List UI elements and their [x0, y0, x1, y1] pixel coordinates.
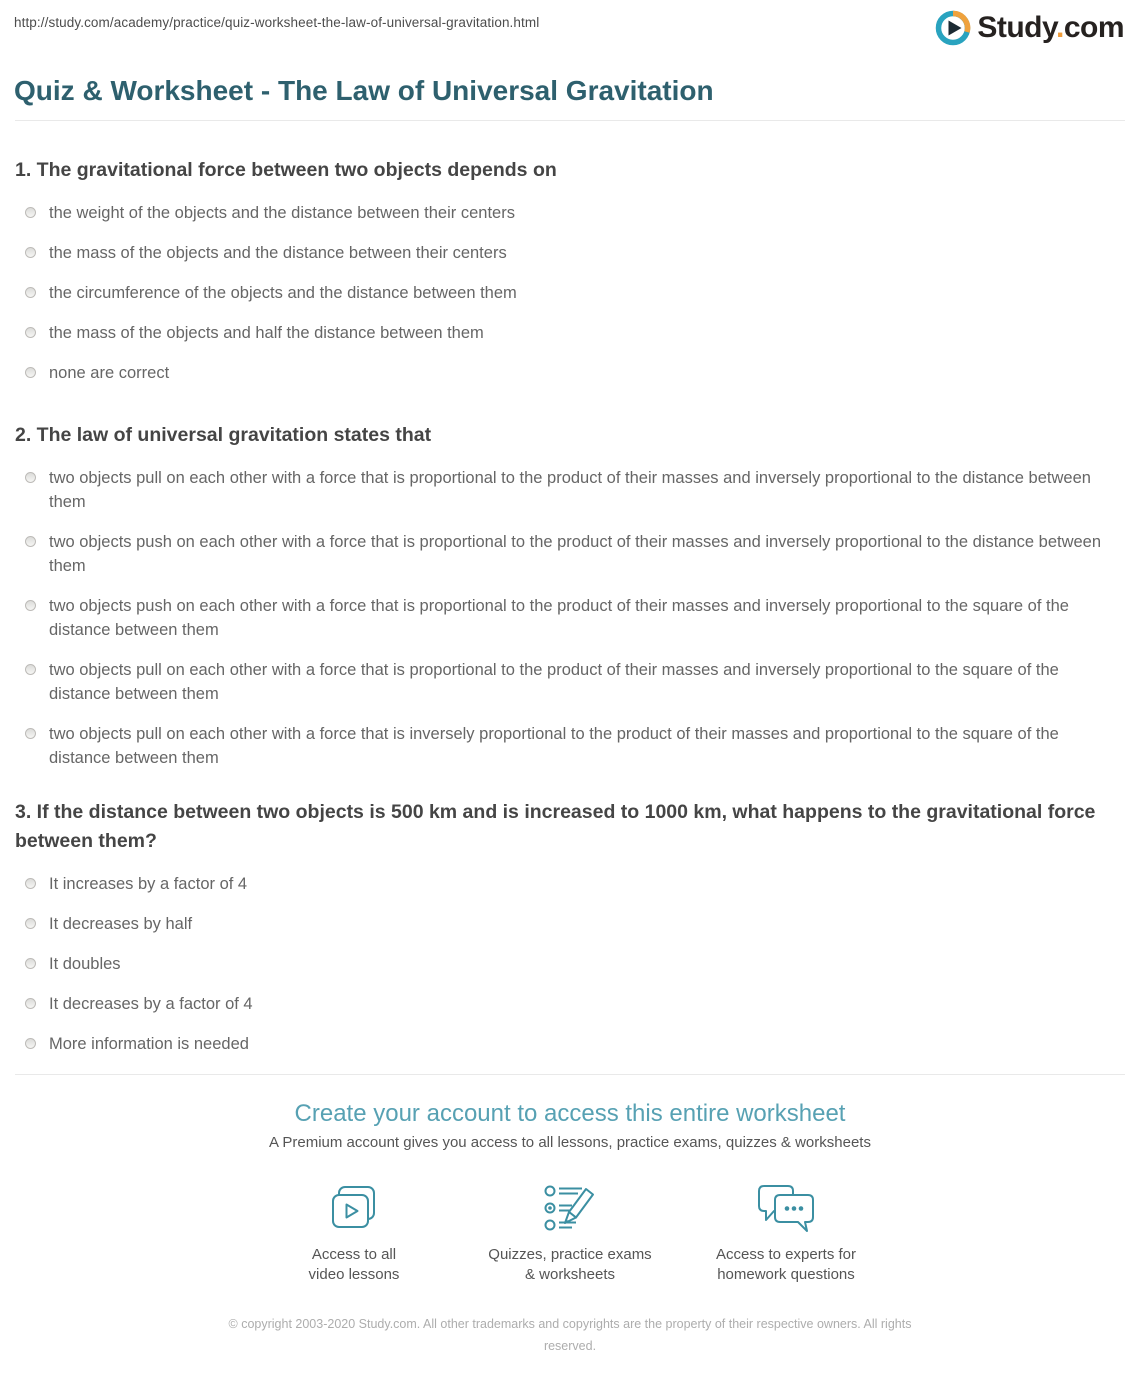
question-2: [0, 401, 1140, 770]
option-label: It decreases by half: [49, 915, 193, 933]
answer-option: [15, 241, 1125, 265]
cta-subtitle: A Premium account gives you access to all lessons, practice exams, quizzes & worksheets: [269, 1134, 871, 1151]
radio-button[interactable]: [25, 536, 36, 547]
feature-quizzes-worksheets: [470, 1182, 670, 1285]
answer-option: [15, 1032, 1125, 1056]
answer-option: [15, 530, 1125, 578]
option-label: the mass of the objects and the distance between their centers: [49, 244, 507, 262]
option-label: It increases by a factor of 4: [49, 875, 248, 893]
option-label: the circumference of the objects and the distance between them: [49, 284, 517, 302]
question-1-options: [15, 201, 1125, 385]
feature-list: [0, 1182, 1140, 1285]
studycom-logo[interactable]: [935, 10, 1124, 46]
radio-button[interactable]: [25, 998, 36, 1009]
answer-option: [15, 466, 1125, 514]
radio-button[interactable]: [25, 728, 36, 739]
question-3-options: [15, 872, 1125, 1056]
radio-button[interactable]: [25, 327, 36, 338]
option-label: two objects push on each other with a force that is proportional to the product of their masses and inversely proportional to the distance between them: [49, 533, 1102, 575]
question-2-heading: 2. The law of universal gravitation states that: [15, 424, 432, 446]
cta-title: Create your account to access this entire worksheet: [294, 1100, 846, 1127]
option-label: More information is needed: [49, 1035, 249, 1053]
video-lessons-icon: [254, 1182, 454, 1236]
radio-button[interactable]: [25, 878, 36, 889]
option-label: none are correct: [49, 364, 170, 382]
answer-option: [15, 952, 1125, 976]
homework-experts-icon: [686, 1182, 886, 1236]
option-label: It doubles: [49, 955, 121, 973]
page-url: http://study.com/academy/practice/quiz-worksheet-the-law-of-universal-gravitation.html: [14, 15, 540, 30]
question-1-heading: 1. The gravitational force between two objects depends on: [15, 159, 557, 181]
option-label: two objects push on each other with a force that is proportional to the product of their masses and inversely proportional to the square of the distance between them: [49, 597, 1069, 639]
answer-option: [15, 992, 1125, 1016]
radio-button[interactable]: [25, 958, 36, 969]
top-bar: [0, 0, 1140, 46]
radio-button[interactable]: [25, 600, 36, 611]
studycom-logo-icon: [935, 10, 971, 46]
feature-video-lessons: [254, 1182, 454, 1285]
question-3: [0, 786, 1140, 1056]
feature-homework-experts: [686, 1182, 886, 1285]
answer-option: [15, 658, 1125, 706]
answer-option: [15, 872, 1125, 896]
question-2-options: [15, 466, 1125, 770]
radio-button[interactable]: [25, 287, 36, 298]
cta-section: [0, 1099, 1140, 1285]
feature-label: Quizzes, practice exams & worksheets: [488, 1246, 652, 1283]
radio-button[interactable]: [25, 918, 36, 929]
cta-divider: [15, 1074, 1125, 1075]
option-label: two objects pull on each other with a force that is inversely proportional to the product of their masses and proportional to the square of the distance between them: [49, 725, 1059, 767]
page-title: Quiz & Worksheet - The Law of Universal Gravitation: [14, 75, 714, 106]
feature-label: Access to all video lessons: [308, 1246, 400, 1283]
question-3-heading: 3. If the distance between two objects is 500 km and is increased to 1000 km, what happens to the gravitational force between them?: [15, 801, 1096, 852]
studycom-logo-text: Study.com: [977, 11, 1124, 44]
answer-option: [15, 281, 1125, 305]
answer-option: [15, 912, 1125, 936]
quizzes-worksheets-icon: [470, 1182, 670, 1236]
option-label: two objects pull on each other with a force that is proportional to the product of their masses and inversely proportional to the square of the distance between them: [49, 661, 1059, 703]
answer-option: [15, 722, 1125, 770]
answer-option: [15, 201, 1125, 225]
radio-button[interactable]: [25, 207, 36, 218]
question-1: [0, 121, 1140, 385]
option-label: It decreases by a factor of 4: [49, 995, 253, 1013]
answer-option: [15, 321, 1125, 345]
copyright-notice: © copyright 2003-2020 Study.com. All other trademarks and copyrights are the property of their respective owners. All rights reserved.: [228, 1317, 912, 1353]
radio-button[interactable]: [25, 472, 36, 483]
option-label: two objects pull on each other with a force that is proportional to the product of their masses and inversely proportional to the distance between them: [49, 469, 1091, 511]
feature-label: Access to experts for homework questions: [715, 1246, 857, 1283]
option-label: the mass of the objects and half the distance between them: [49, 324, 484, 342]
radio-button[interactable]: [25, 664, 36, 675]
answer-option: [15, 361, 1125, 385]
answer-option: [15, 594, 1125, 642]
radio-button[interactable]: [25, 247, 36, 258]
radio-button[interactable]: [25, 367, 36, 378]
radio-button[interactable]: [25, 1038, 36, 1049]
option-label: the weight of the objects and the distance between their centers: [49, 204, 515, 222]
